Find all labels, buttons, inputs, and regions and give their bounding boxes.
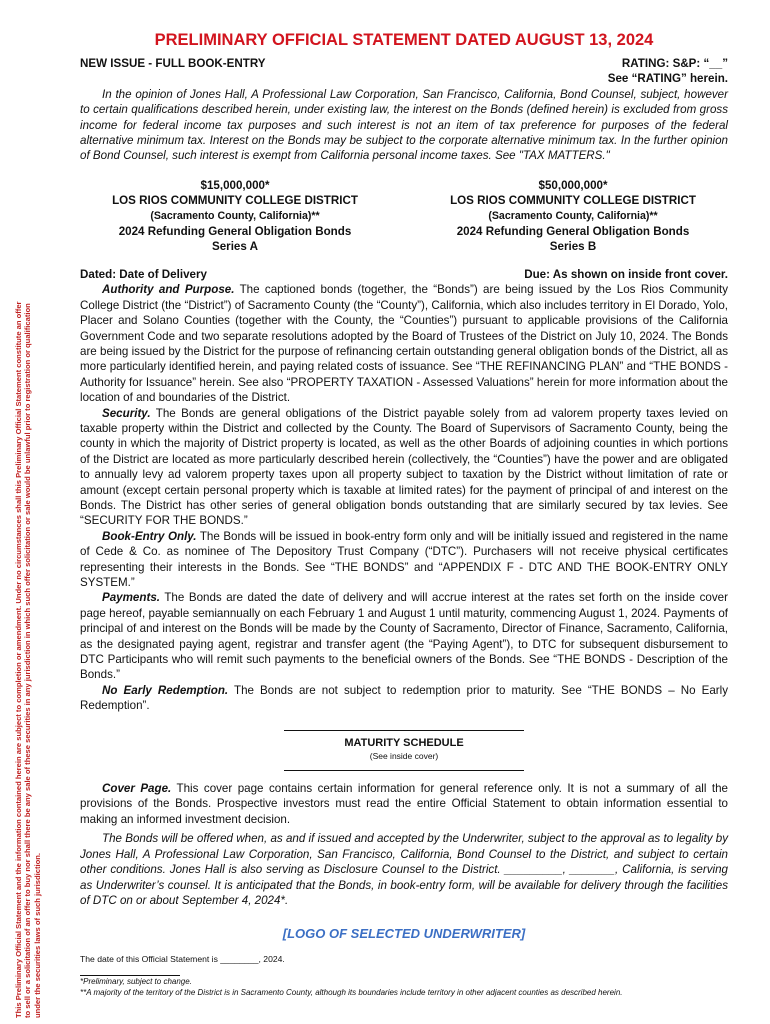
disclaimer-line-3: under the securities laws of such jurisdiction. xyxy=(32,853,42,1018)
issue-county: (Sacramento County, California)** xyxy=(488,209,658,222)
document-title: PRELIMINARY OFFICIAL STATEMENT DATED AUGUST 13, 2024 xyxy=(154,31,654,49)
cover-section xyxy=(80,781,728,908)
offering-statement: The Bonds will be offered when, as and if issued and accepted by the Underwriter, subject to the approval as to legality by Jones Hall, A Professional Law Corporation, San Francisco, California, Bond Counsel to the District, and subject to certain other conditions. Jones Hall is also serving as Disclosure Counsel to the District. _________, _______, California, is serving as Underwriter’s counsel. It is anticipated that the Bonds, in book-entry form, will be available for delivery through the facilities of DTC on or about September 4, 2024*. xyxy=(80,832,728,907)
section-book-entry xyxy=(80,529,728,591)
section-security xyxy=(80,406,728,529)
cover-page-note xyxy=(80,781,728,827)
section-heading: No Early Redemption. xyxy=(102,683,229,697)
section-text: The Bonds will be issued in book-entry form only and will be initially issued and registered in the name of Cede & Co. as nominee of The Depository Trust Company (“DTC”). Purchasers will not receive physical certificates representing their interests in the Bonds. See “THE BONDS” and “APPENDIX F - DTC AND THE BOOK-ENTRY ONLY SYSTEM.” xyxy=(80,529,729,589)
maturity-note: (See inside cover) xyxy=(369,751,439,762)
issue-amount: $50,000,000* xyxy=(538,178,608,192)
section-payments xyxy=(80,590,728,682)
dated-date: Dated: Date of Delivery xyxy=(80,267,207,281)
statement-date: The date of this Official Statement is ________, 2024. xyxy=(80,953,285,964)
section-heading: Security. xyxy=(102,406,151,420)
footnote-territory: **A majority of the territory of the District is in Sacramento County, although its boundaries include territory in other adjacent counties as described herein. xyxy=(80,988,623,998)
body-sections xyxy=(80,282,728,713)
section-heading: Authority and Purpose. xyxy=(102,283,235,297)
issue-type: NEW ISSUE - FULL BOOK-ENTRY xyxy=(80,57,266,70)
divider xyxy=(284,730,524,731)
section-text: The Bonds are dated the date of delivery and will accrue interest at the rates set forth on the inside cover page hereof, payable semiannually on each February 1 and August 1 until maturity, commencing August 1, 2024. Payments of principal of and interest on the Bonds will be made by the County of Sacramento, Director of Finance, Sacramento, California, as the designated paying agent, registrar and transfer agent (the “Paying Agent”), to DTC for subsequent disbursement to DTC Participants who will remit such payments to the beneficial owners of the Bonds. See “THE BONDS - Description of the Bonds.” xyxy=(80,591,728,682)
section-heading: Payments. xyxy=(102,591,160,605)
disclaimer-sidebar xyxy=(14,58,42,1018)
issue-series: Series A xyxy=(212,240,258,254)
issue-name: 2024 Refunding General Obligation Bonds xyxy=(456,225,690,239)
rating: RATING: S&P: “__” xyxy=(621,57,728,70)
issue-district: LOS RIOS COMMUNITY COLLEGE DISTRICT xyxy=(112,194,358,208)
section-text: The Bonds are general obligations of the District payable solely from ad valorem property taxes levied on taxable property within the District and collected by the County. The Board of Supervisors of Sacramento County, being the county in which the majority of District property is located, as well as the other Boards of adjoining counties in which portions of the District are located as more particularly described herein (collectively, the “Counties”) have the power and are obligated to annually levy ad valorem property taxes upon all property subject to taxation by the District without limitation of rate or amount (except certain personal property which is taxable at limited rates) for the payment of principal of and interest on the Bonds. The District has other series of general obligation bonds outstanding that are similarly secured by tax levies. See “SECURITY FOR THE BONDS.” xyxy=(80,406,728,528)
issue-amount: $15,000,000* xyxy=(200,178,270,192)
section-text: The Bonds are not subject to redemption prior to maturity. See “THE BONDS – No Early Redemption”. xyxy=(80,683,729,713)
maturity-heading: MATURITY SCHEDULE xyxy=(344,736,464,749)
dated-due-row xyxy=(80,267,728,282)
section-text: The captioned bonds (together, the “Bonds”) are being issued by the Los Rios Community College District (the “District”) of Sacramento County (the “County”), California, which also includes territory in El Dorado, Yolo, Placer and Solano Counties (together with the County, the “Counties”) pursuant to applicable provisions of the California Government Code and two separate resolutions adopted by the Board of Trustees of the District on July 10, 2024. The Bonds are being issued by the District for the purpose of refinancing certain outstanding general obligation bonds of the District, all as more particularly identified herein, and paying related costs of issuance. See “THE REFINANCING PLAN” and “THE BONDS - Authority for Issuance” herein. See also “PROPERTY TAXATION - Assessed Valuations” herein for more information about the location of and boundaries of the District. xyxy=(80,283,728,405)
footnote-preliminary: *Preliminary, subject to change. xyxy=(80,977,192,987)
rating-reference: See “RATING” herein. xyxy=(607,72,728,86)
bond-issues xyxy=(80,178,728,255)
section-heading: Book-Entry Only. xyxy=(102,529,197,543)
issue-series-b xyxy=(418,178,728,255)
issue-district: LOS RIOS COMMUNITY COLLEGE DISTRICT xyxy=(450,194,696,208)
divider xyxy=(284,770,524,771)
section-heading: Cover Page. xyxy=(102,782,172,796)
issue-county: (Sacramento County, California)** xyxy=(150,209,320,222)
section-authority xyxy=(80,282,728,405)
issue-name: 2024 Refunding General Obligation Bonds xyxy=(118,225,352,239)
section-text: This cover page contains certain information for general reference only. It is not a summary of all the provisions of the Bonds. Prospective investors must read the entire Official Statement to obtain information essential to making an informed investment decision. xyxy=(80,782,729,826)
issue-series-a xyxy=(80,178,390,255)
bond-counsel-opinion: In the opinion of Jones Hall, A Professional Law Corporation, San Francisco, California, Bond Counsel, subject, however to certain qualifications described herein, under existing law, the interest on the Bonds (defined herein) is excluded from gross income for federal income tax purposes and such interest is not an item of tax preference for purposes of the federal alternative minimum tax. Interest on the Bonds may be subject to the corporate alternative minimum tax. In the further opinion of Bond Counsel, such interest is exempt from California personal income taxes. See "TAX MATTERS." xyxy=(80,87,728,163)
issue-series: Series B xyxy=(549,240,597,254)
header-row xyxy=(80,56,728,71)
document-page xyxy=(80,30,728,998)
section-no-early-redemption xyxy=(80,683,728,714)
maturity-schedule xyxy=(80,730,728,771)
disclaimer-line-2: to sell or a solicitation of an offer to buy nor shall there be any sale of these securities in any jurisdiction in which such offer solicitation or sale would be unlawful prior to registration or qualification xyxy=(23,303,33,1018)
disclaimer-line-1: This Preliminary Official Statement and the information contained herein are subject to completion or amendment. Under no circumstances shall this Preliminary Official Statement constitute an offer xyxy=(14,301,23,1018)
underwriter-logo-placeholder: [LOGO OF SELECTED UNDERWRITER] xyxy=(282,926,526,942)
due-date: Due: As shown on inside front cover. xyxy=(524,267,728,281)
